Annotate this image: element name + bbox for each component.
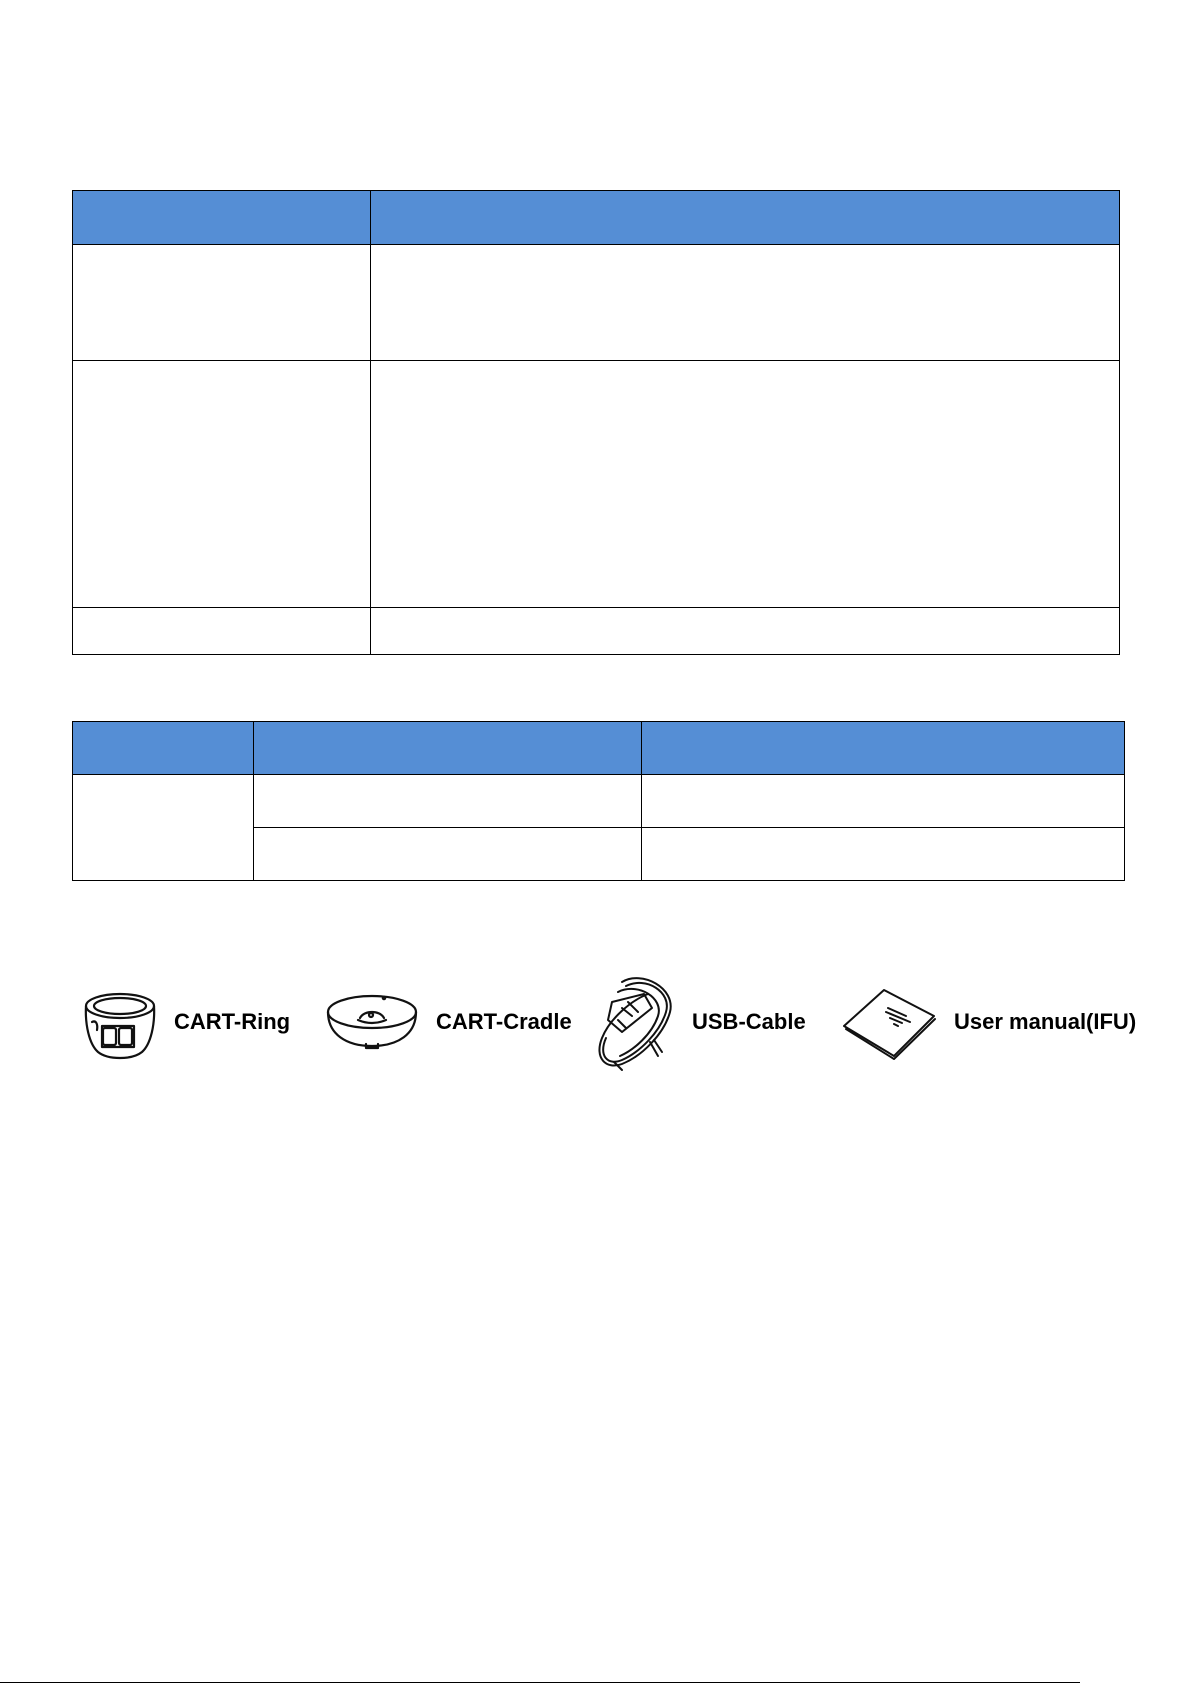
specification-table: [72, 190, 1120, 655]
ring-icon: [80, 982, 160, 1062]
table-cell: [73, 608, 371, 655]
component-label: CART-Ring: [174, 1009, 291, 1034]
component-label: User manual(IFU): [954, 1009, 1137, 1034]
component-manual: [836, 972, 1136, 1072]
component-cable: [592, 972, 806, 1072]
component-label: CART-Cradle: [436, 1009, 572, 1034]
header-cell: [642, 722, 1125, 775]
header-cell: [254, 722, 642, 775]
cradle-icon: [322, 984, 422, 1060]
table-row: [73, 245, 1120, 361]
header-cell: [73, 722, 254, 775]
table-cell: [642, 828, 1125, 881]
table-header-row: [73, 722, 1125, 775]
table-cell: [73, 775, 254, 881]
header-cell: [371, 191, 1120, 245]
component-label: USB-Cable: [692, 1009, 806, 1034]
table-row: [73, 775, 1125, 828]
table-row: [73, 608, 1120, 655]
usb-cable-icon: [592, 972, 678, 1072]
components-table: [72, 721, 1125, 881]
table-cell: [642, 775, 1125, 828]
table-cell: [73, 245, 371, 361]
footer-divider: [0, 1682, 1080, 1683]
table-cell: [73, 361, 371, 608]
table-cell: [371, 608, 1120, 655]
table-cell: [254, 775, 642, 828]
header-cell: [73, 191, 371, 245]
component-ring: [80, 972, 290, 1072]
table-cell: [371, 245, 1120, 361]
user-manual-icon: [836, 982, 940, 1062]
table-cell: [371, 361, 1120, 608]
table-row: [73, 361, 1120, 608]
table-header-row: [73, 191, 1120, 245]
table-cell: [254, 828, 642, 881]
component-cradle: [322, 972, 572, 1072]
